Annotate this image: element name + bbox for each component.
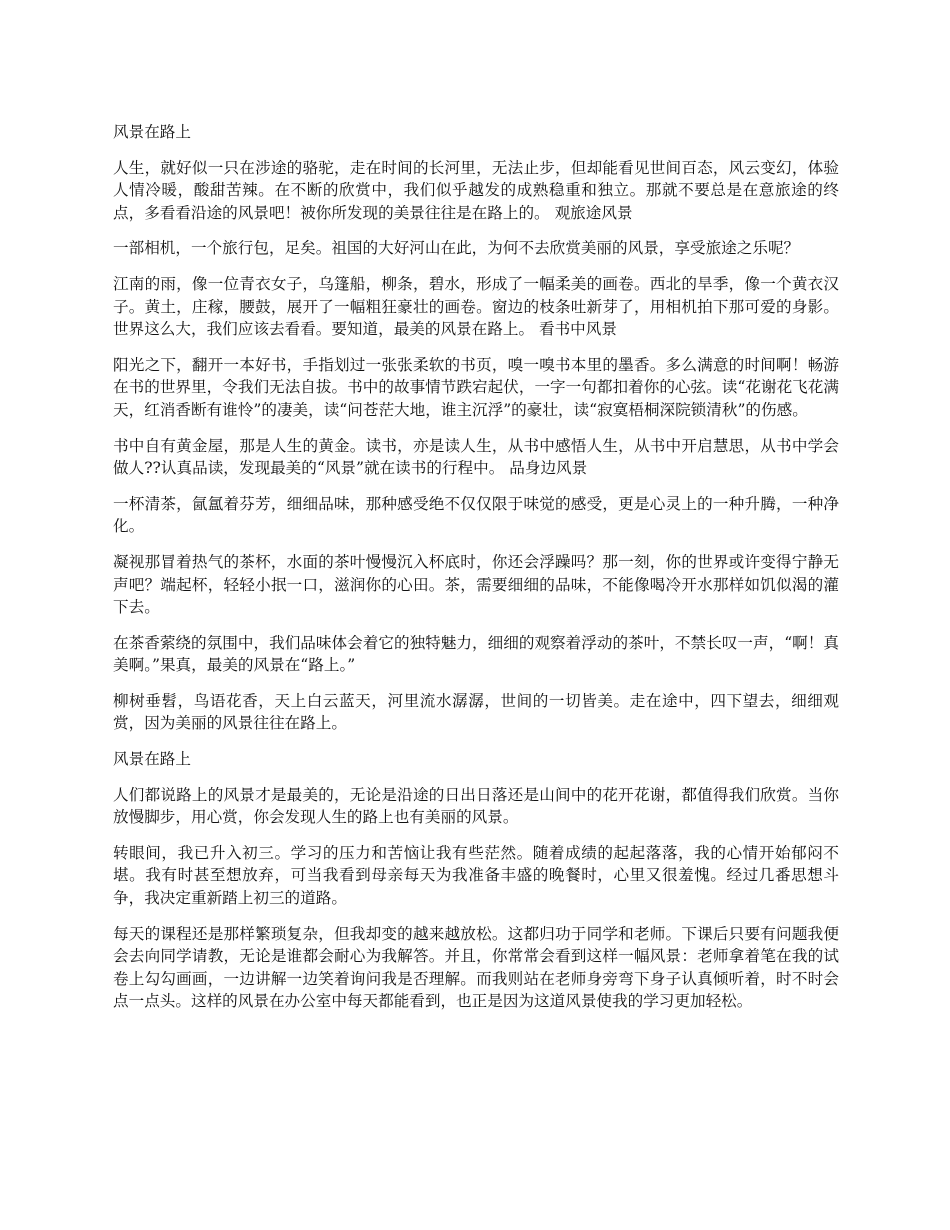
paragraph: 每天的课程还是那样繁琐复杂，但我却变的越来越放松。这都归功于同学和老师。下课后只要有问题我便会去向同学请教，无论是谁都会耐心为我解答。并且，你常常会看到这样一幅风景：老师拿着笔在我的试卷上勾勾画画，一边讲解一边笑着询问我是否理解。而我则站在老师身旁弯下身子认真倾听着，时不时会点一点头。这样的风景在办公室中每天都能看到，也正是因为这道风景使我的学习更加轻松。: [113, 924, 839, 1011]
document-title: 风景在路上: [113, 123, 191, 141]
paragraph: 阳光之下，翻开一本好书，手指划过一张张柔软的书页，嗅一嗅书本里的墨香。多么满意的时间啊！畅游在书的世界里，令我们无法自拔。书中的故事情节跌宕起伏，一字一句都扣着你的心弦。读“花谢花飞花满天，红消香断有谁怜”的凄美，读“问苍茫大地，谁主沉浮”的豪壮，读“寂寞梧桐深院锁清秋”的伤感。: [113, 355, 839, 419]
section-title: 风景在路上: [113, 750, 191, 769]
paragraph: 人生，就好似一只在涉途的骆驼，走在时间的长河里，无法止步，但却能看见世间百态，风云变幻，体验人情冷暖，酸甜苦辣。在不断的欣赏中，我们似乎越发的成熟稳重和独立。那就不要总是在意旅途的终点，多看看沿途的风景吧！被你所发现的美景往往是在路上的。 观旅途风景: [113, 158, 839, 222]
paragraph: 转眼间，我已升入初三。学习的压力和苦恼让我有些茫然。随着成绩的起起落落，我的心情开始郁闷不堪。我有时甚至想放弃，可当我看到母亲每天为我准备丰盛的晚餐时，心里又很羞愧。经过几番思想斗争，我决定重新踏上初三的道路。: [113, 843, 839, 908]
paragraph: 凝视那冒着热气的茶杯，水面的茶叶慢慢沉入杯底时，你还会浮躁吗？那一刻，你的世界或许变得宁静无声吧？端起杯，轻轻小抿一口，滋润你的心田。茶，需要细细的品味，不能像喝冷开水那样如饥似渴的灌下去。: [113, 552, 839, 617]
paragraph: 一杯清茶，氤氲着芬芳，细细品味，那种感受绝不仅仅限于味觉的感受，更是心灵上的一种升腾，一种净化。: [113, 494, 839, 536]
paragraph: 一部相机，一个旅行包，足矣。祖国的大好河山在此，为何不去欣赏美丽的风景，享受旅途之乐呢？: [113, 239, 800, 258]
paragraph: 书中自有黄金屋，那是人生的黄金。读书，亦是读人生，从书中感悟人生，从书中开启慧思，从书中学会做人??认真品读，发现最美的“风景”就在读书的行程中。 品身边风景: [113, 436, 839, 478]
document-body: [113, 121, 839, 1026]
paragraph: 人们都说路上的风景才是最美的，无论是沿途的日出日落还是山间中的花开花谢，都值得我们欣赏。当你放慢脚步，用心赏，你会发现人生的路上也有美丽的风景。: [113, 785, 839, 827]
paragraph: 江南的雨，像一位青衣女子，乌篷船，柳条，碧水，形成了一幅柔美的画卷。西北的旱季，像一个黄衣汉子。黄土，庄稼，腰鼓，展开了一幅粗狂豪壮的画卷。窗边的枝条吐新芽了，用相机拍下那可爱的身影。世界这么大，我们应该去看看。要知道，最美的风景在路上。 看书中风景: [113, 274, 839, 339]
paragraph: 柳树垂髫，鸟语花香，天上白云蓝天，河里流水潺潺，世间的一切皆美。走在途中，四下望去，细细观赏，因为美丽的风景往往在路上。: [113, 691, 839, 733]
paragraph: 在茶香萦绕的氛围中，我们品味体会着它的独特魅力，细细的观察着浮动的茶叶，不禁长叹一声，“啊！真美啊。”果真，最美的风景在“路上。”: [113, 633, 839, 675]
